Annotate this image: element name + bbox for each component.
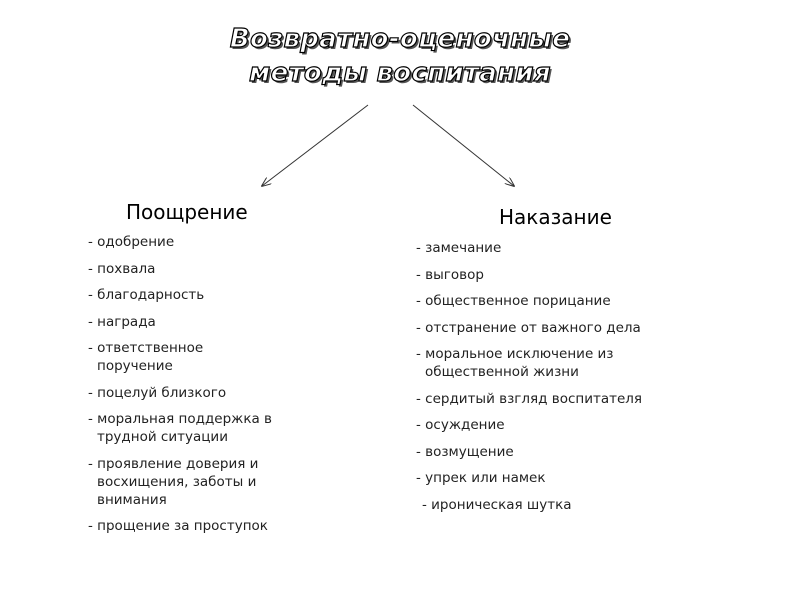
- list-item: - ответственное поручение: [88, 340, 204, 374]
- list-item: - возмущение: [416, 443, 514, 460]
- list-item: - благодарность: [88, 287, 205, 303]
- list-item: - моральная поддержка в трудной ситуации: [88, 411, 273, 445]
- punishment-heading: Наказание: [499, 205, 612, 229]
- list-item: - проявление доверия и восхищения, заботы и внимания: [88, 455, 259, 508]
- list-item: - поцелуй близкого: [88, 384, 227, 401]
- arrow-to-encouragement: [262, 105, 368, 186]
- punishment-list: [416, 239, 716, 522]
- list-item: - сердитый взгляд воспитателя: [416, 390, 643, 407]
- arrow-to-punishment: [413, 105, 514, 186]
- encouragement-heading: Поощрение: [126, 200, 248, 224]
- list-item: - награда: [88, 313, 156, 330]
- list-item: - отстранение от важного дела: [416, 319, 641, 336]
- list-item: - похвала: [88, 260, 156, 277]
- title-line-1: Возвратно-оценочные: [229, 24, 571, 54]
- title-line-2: методы воспитания: [249, 58, 551, 88]
- list-item: - общественное порицание: [416, 293, 611, 309]
- list-item: - ироническая шутка: [422, 496, 572, 513]
- list-item: - выговор: [416, 266, 484, 283]
- list-item: - упрек или намек: [416, 470, 546, 486]
- list-item: - замечание: [416, 240, 502, 256]
- encouragement-list: [88, 233, 328, 544]
- list-item: - осуждение: [416, 417, 505, 433]
- list-item: - одобрение: [88, 234, 175, 250]
- list-item: - моральное исключение из общественной жизни: [416, 346, 614, 380]
- list-item: - прощение за проступок: [88, 518, 268, 534]
